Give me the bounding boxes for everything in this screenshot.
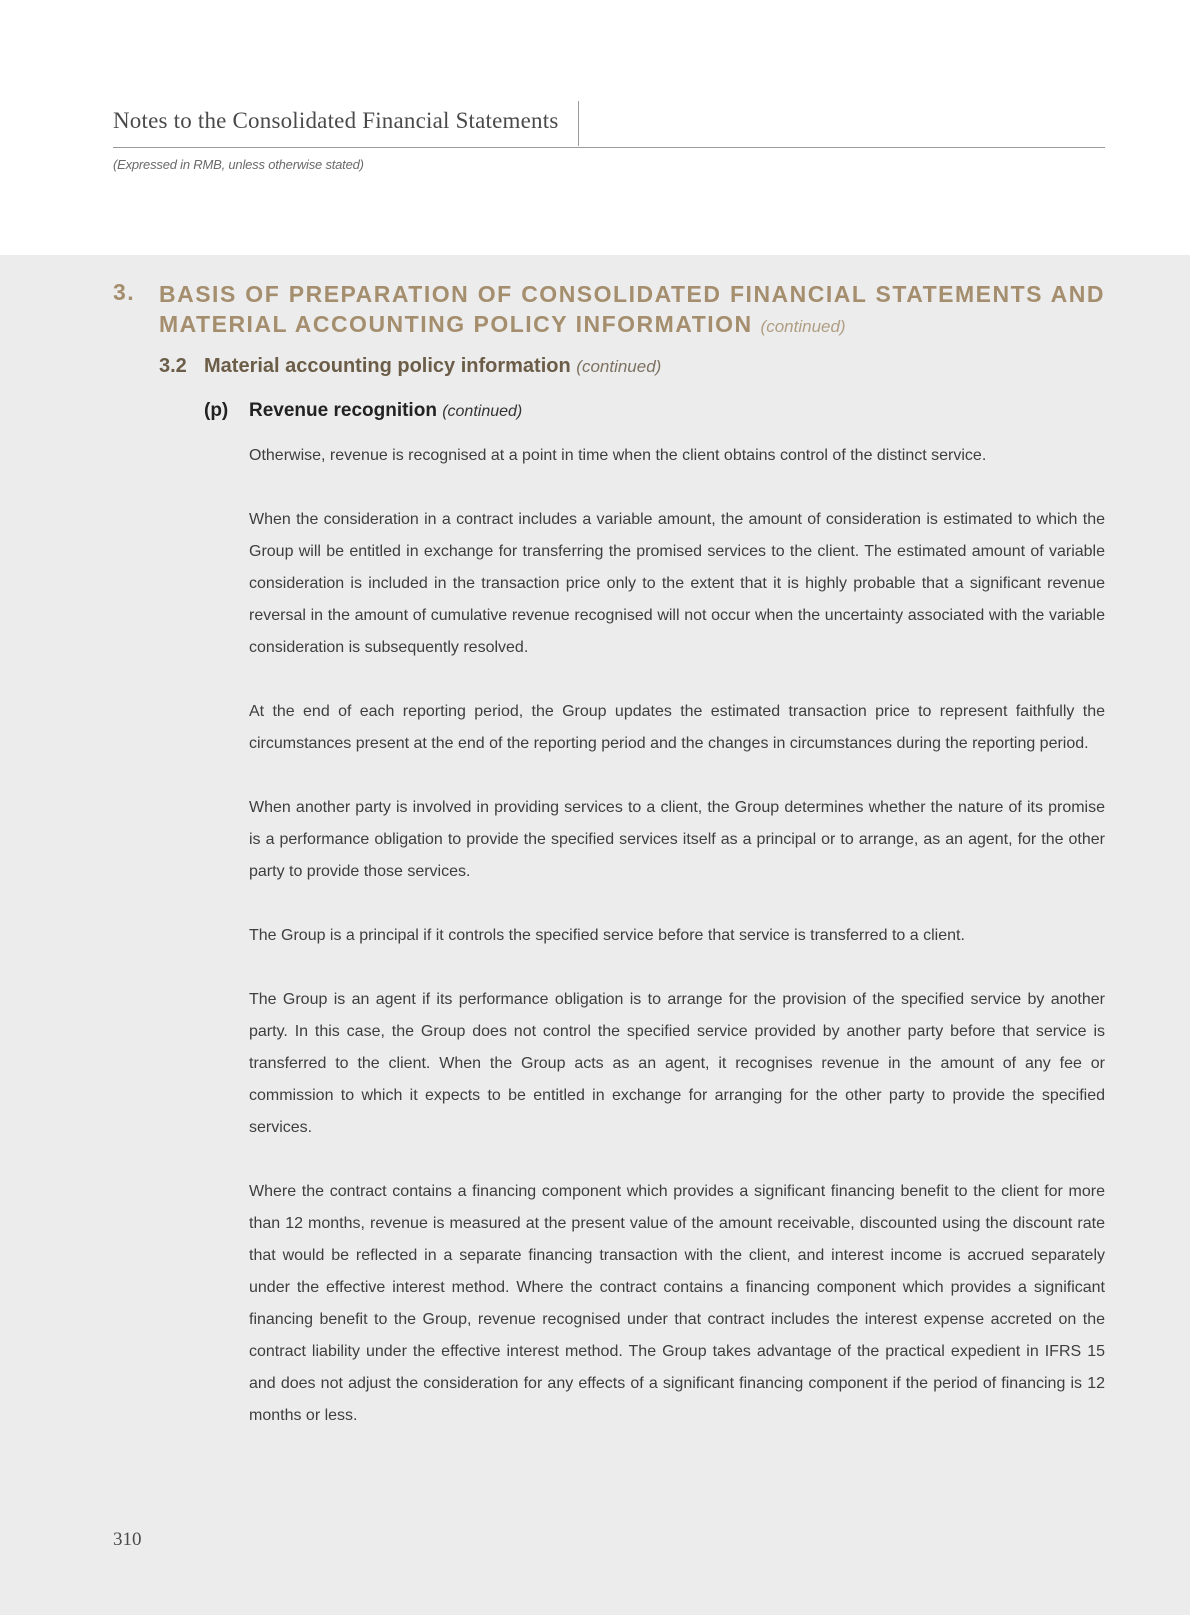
item-continued-marker: (continued) [442,403,523,420]
paragraph: At the end of each reporting period, the Group updates the estimated transaction price to represent faithfully the circumstances present at the end of the reporting period and the changes in circumstances during the reporting period. [249,703,1105,752]
section-number: 3. [113,279,136,305]
item-label: (p) [204,400,229,421]
section-title: BASIS OF PREPARATION OF CONSOLIDATED FINANCIAL STATEMENTS AND MATERIAL ACCOUNTING POLICY INFORMATION [159,281,1105,337]
paragraph: The Group is a principal if it controls the specified service before that service is transferred to a client. [249,927,965,944]
running-title: Notes to the Consolidated Financial Statements [113,108,559,133]
item-heading [249,400,522,422]
paragraph: When the consideration in a contract includes a variable amount, the amount of consideration is estimated to which the Group will be entitled in exchange for transferring the promised services to the client. The estimated amount of variable consideration is included in the transaction price only to the extent that it is highly probable that a significant revenue reversal in the amount of cumulative revenue recognised will not occur when the uncertainty associated with the variable consideration is subsequently resolved. [249,511,1105,656]
item-title: Revenue recognition [249,400,437,421]
paragraph: Otherwise, revenue is recognised at a point in time when the client obtains control of the distinct service. [249,447,987,464]
paragraph: When another party is involved in providing services to a client, the Group determines whether the nature of its promise is a performance obligation to provide the specified services itself as a principal or to arrange, as an agent, for the other party to provide those services. [249,799,1105,880]
header-horizontal-divider [113,147,1105,148]
paragraph: The Group is an agent if its performance obligation is to arrange for the provision of the specified service by another party. In this case, the Group does not control the specified service provided by another party before that service is transferred to the client. When the Group acts as an agent, it recognises revenue in the amount of any fee or commission to which it expects to be entitled in exchange for arranging for the other party to provide the specified services. [249,991,1105,1136]
section-heading [159,279,1105,342]
subsection-number: 3.2 [159,355,187,377]
subsection-continued-marker: (continued) [576,357,662,376]
header-vertical-divider [578,101,579,146]
subsection-heading [204,355,661,378]
currency-note: (Expressed in RMB, unless otherwise stated) [113,157,364,172]
section-continued-marker: (continued) [760,317,846,336]
page-number: 310 [113,1529,142,1550]
subsection-title: Material accounting policy information [204,355,571,377]
paragraph: Where the contract contains a financing component which provides a significant financing benefit to the client for more than 12 months, revenue is measured at the present value of the amount receivable, discounted using the discount rate that would be reflected in a separate financing transaction with the client, and interest income is accrued separately under the effective interest method. Where the contract contains a financing component which provides a significant financing benefit to the Group, revenue recognised under that contract includes the interest expense accreted on the contract liability under the effective interest method. The Group takes advantage of the practical expedient in IFRS 15 and does not adjust the consideration for any effects of a significant financing component if the period of financing is 12 months or less. [249,1183,1105,1424]
body-text [249,440,1105,1464]
